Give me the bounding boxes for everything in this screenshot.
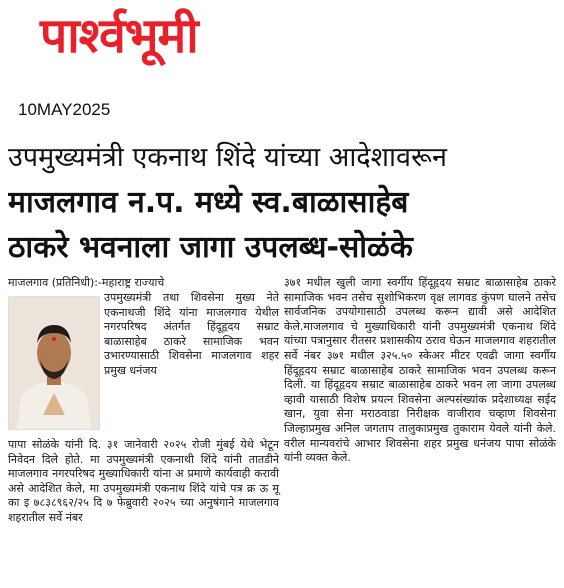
dateline-text: माजलगाव (प्रतिनिधी):-महाराष्ट्र राज्याचे xyxy=(8,276,165,289)
headline-line-1: उपमुख्यमंत्री एकनाथ शिंदे यांच्या आदेशावरून xyxy=(8,142,447,173)
article-text-right-column xyxy=(284,276,556,466)
article-dateline xyxy=(8,276,278,291)
paragraph-right-column: ३७१ मधील खुली जागा स्वर्गीय हिंदूहृदय सम्राट बाळासाहेब ठाकरे सामाजिक भवन तसेच सुशोभिकरण वृक्ष लागवड कुंपण घालने तसेच सार्वजनिक उपयोगासाठी उपलब्ध करून द्यावी असे आदेशित केले.माजलगाव चे मुख्याधिकारी यांनी उपमुख्यमंत्री एकनाथ शिंदे यांच्या पत्रानुसार रीतसर प्रशासकीय ठराव घेऊन माजलगाव शहरातील सर्वे नंबर ३७१ मधील ३२५.५० स्केअर मीटर एवढी जागा स्वर्गीय हिंदूहृदय सम्राट बाळासाहेब ठाकरे सामाजिक भवन उपलब्ध करून दिली. या हिंदूहृदय सम्राट बाळासाहेब ठाकरे भवन ला जागा उपलब्ध व्हावी यासाठी विशेष प्रयत्न शिवसेना अल्पसंख्यांक प्रदेशाध्यक्ष सईद खान, युवा सेना मराठवाडा निरीक्षक वाजीराव चव्हाण शिवसेना जिल्हाप्रमुख अनिल जगताप तालुकाप्रमुख तुकाराम येवले यांनी केले. वरील मान्यवरांचे आभार शिवसेना शहर प्रमुख धनंजय पापा सोळंके यांनी व्यक्त केले. xyxy=(284,276,556,465)
person-portrait-icon xyxy=(8,296,100,430)
publication-date: 10MAY2025 xyxy=(18,100,111,119)
paragraph-left-column: पापा सोळंके यांनी दि. ३१ जानेवारी २०२५ रोजी मुंबई येथे भेटून निवेदन दिले होते. मा उपमुख्यमंत्री एकनाथी शिंदे यांनी तातडीने माजलगाव नगरपरिषद मुख्याधिकारी यांना अ प्रमाणे कार्यवाही करावी असे आदेशित केले, मा उपमुख्यमंत्री एकनाथ शिंदे यांचे पत्र क्र ऊ मू का इ ७८३८९६२/२५ दि ७ फेब्रुवारी २०२५ च्या अनुषंगाने माजलगाव शहरातील सर्वे नंबर xyxy=(8,438,279,524)
masthead-logo: पार्श्वभूमी xyxy=(40,8,198,64)
headline-line-3: ठाकरे भवनाला जागा उपलब्ध-सोळंके xyxy=(8,230,413,265)
paragraph-beside-photo: उपमुख्यमंत्री तथा शिवसेना मुख्य नेते एकनाथजी शिंदे यांना माजलगाव येथील नगरपरिषद अंतर्गत हिंदूहृदय सम्राट बाळासाहेब ठाकरे सामाजिक भवन उभारण्यासाठी शिवसेना माजलगाव शहर प्रमुख धनंजय xyxy=(104,291,279,377)
article-text-left-column xyxy=(8,438,279,526)
article-text-beside-photo xyxy=(104,291,279,379)
headline-line-2: माजलगाव न.प. मध्ये स्व.बाळासाहेब xyxy=(8,185,409,220)
